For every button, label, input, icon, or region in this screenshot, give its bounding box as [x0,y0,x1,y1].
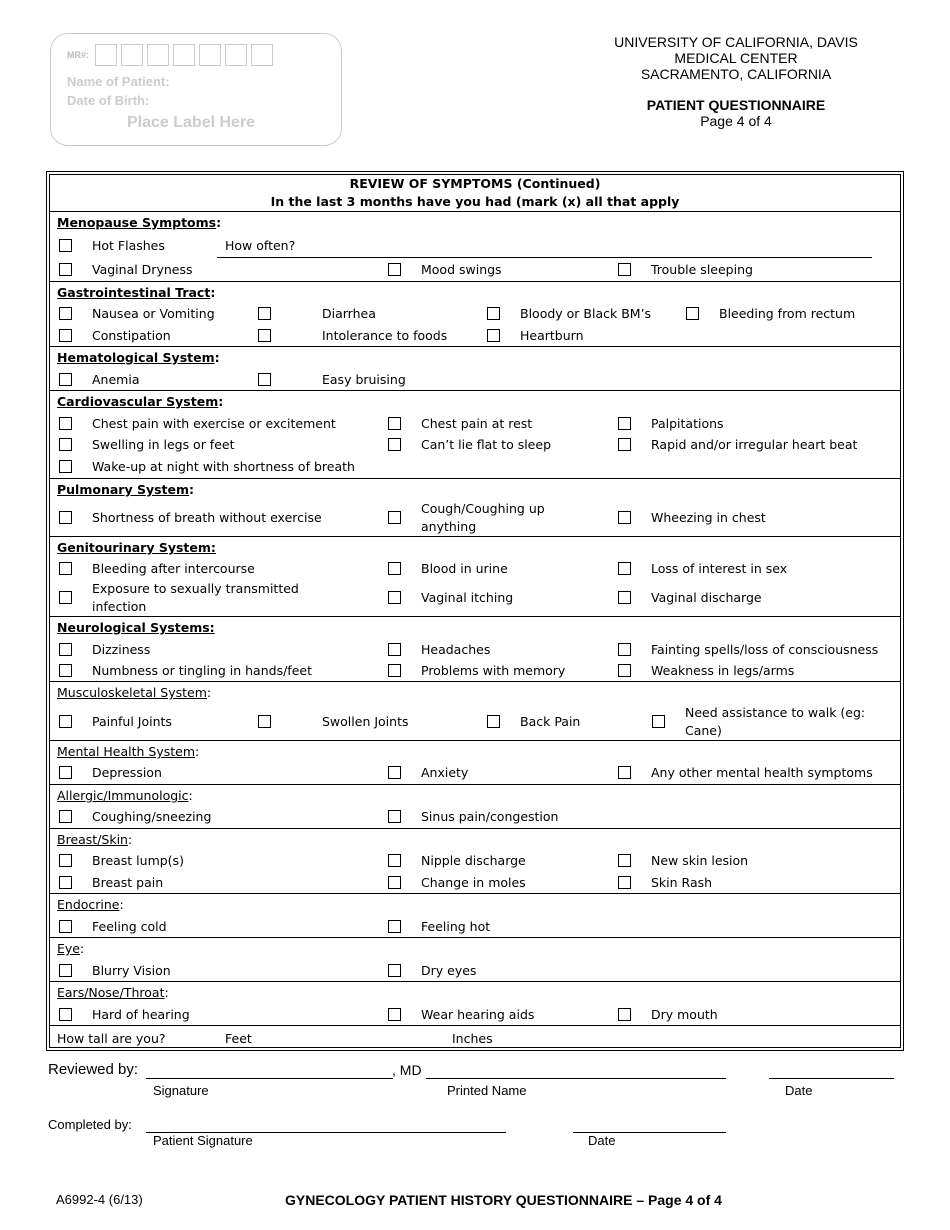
option-chest-pain-exercise: Chest pain with exercise or excitement [92,416,336,431]
checkbox-sinus[interactable] [388,810,401,823]
checkbox-swelling[interactable] [59,438,72,451]
institution-header [556,34,916,129]
divider [50,346,900,347]
option-hot-flashes: Hot Flashes [92,238,165,253]
mr-digit-box[interactable] [147,44,169,66]
checkbox-assist-walk[interactable] [652,715,665,728]
section-title: Hematological System [57,350,215,365]
section-title: Menopause Symptoms [57,215,217,230]
option-sob: Shortness of breath without exercise [92,510,322,525]
section-title: Eye [57,941,80,956]
institution-line-1: UNIVERSITY OF CALIFORNIA, DAVIS [614,34,858,50]
mr-digit-box[interactable] [225,44,247,66]
option-sinus: Sinus pain/congestion [421,809,559,824]
completed-by-label: Completed by: [48,1117,132,1132]
option-painful-joints: Painful Joints [92,714,172,729]
option-dry-mouth: Dry mouth [651,1007,718,1022]
option-feeling-cold: Feeling cold [92,919,167,934]
mr-number-row [67,44,277,66]
checkbox-blurry-vision[interactable] [59,964,72,977]
option-weakness: Weakness in legs/arms [651,663,795,678]
patient-label-area [50,33,342,146]
checkbox-feeling-cold[interactable] [59,920,72,933]
checkbox-hot-flashes[interactable] [59,239,72,252]
option-intolerance-foods: Intolerance to foods [322,328,448,343]
divider [50,937,900,938]
option-chest-pain-rest: Chest pain at rest [421,416,533,431]
checkbox-mood-swings[interactable] [388,263,401,276]
checkbox-nipple-discharge[interactable] [388,854,401,867]
mr-digit-box[interactable] [251,44,273,66]
mr-label: MR#: [67,50,89,60]
checkbox-intolerance-foods[interactable] [258,329,271,342]
checkbox-cough[interactable] [388,511,401,524]
option-swelling: Swelling in legs or feet [92,437,235,452]
section-title: Allergic/Immunologic [57,788,189,803]
section-eye: Eye: [57,941,85,956]
footer-title: GYNECOLOGY PATIENT HISTORY QUESTIONNAIRE – Page 4 of 4 [285,1192,722,1208]
checkbox-dry-mouth[interactable] [618,1008,631,1021]
option-std-exposure: Exposure to sexually transmitted infection [92,581,299,614]
checkbox-coughing-sneezing[interactable] [59,810,72,823]
form-code: A6992-4 (6/13) [56,1192,143,1207]
section-allergic: Allergic/Immunologic: [57,788,193,803]
checkbox-breast-lump[interactable] [59,854,72,867]
option-bleeding-intercourse: Bleeding after intercourse [92,561,255,576]
option-hearing-aids: Wear hearing aids [421,1007,535,1022]
option-change-moles: Change in moles [421,875,526,890]
section-genitourinary [57,539,216,557]
form-instruction: In the last 3 months have you had (mark (x) all that apply [270,194,680,209]
option-rapid-heart: Rapid and/or irregular heart beat [651,437,858,452]
section-title: Cardiovascular System [57,394,219,409]
checkbox-bleeding-rectum[interactable] [686,307,699,320]
option-coughing-sneezing: Coughing/sneezing [92,809,212,824]
option-vaginal-dryness: Vaginal Dryness [92,262,193,277]
height-inches-label: Inches [452,1031,493,1046]
date-caption: Date [785,1083,813,1098]
institution-line-3: SACRAMENTO, CALIFORNIA [640,66,832,82]
section-title: Musculoskeletal System [57,685,207,700]
option-numbness: Numbness or tingling in hands/feet [92,663,312,678]
place-label-text: Place Label Here [127,114,256,131]
checkbox-bleeding-intercourse[interactable] [59,562,72,575]
section-cardiovascular: Cardiovascular System: [57,394,224,409]
patient-signature-caption: Patient Signature [153,1133,253,1148]
option-bleeding-rectum: Bleeding from rectum [719,306,856,321]
checkbox-cant-lie-flat[interactable] [388,438,401,451]
patient-name-label: Name of Patient: [67,74,170,89]
option-assist-walk: Need assistance to walk (eg: Cane) [685,705,866,738]
checkbox-numbness[interactable] [59,664,72,677]
option-blood-urine: Blood in urine [421,561,508,576]
date-caption-2: Date [588,1133,616,1148]
checkbox-loss-interest[interactable] [618,562,631,575]
section-endocrine: Endocrine: [57,897,124,912]
option-nausea: Nausea or Vomiting [92,306,215,321]
checkbox-dizziness[interactable] [59,643,72,656]
option-vaginal-discharge: Vaginal discharge [651,590,762,605]
checkbox-hard-hearing[interactable] [59,1008,72,1021]
option-palpitations: Palpitations [651,416,724,431]
option-back-pain: Back Pain [520,714,581,729]
option-breast-pain: Breast pain [92,875,164,890]
checkbox-vaginal-itching[interactable] [388,591,401,604]
section-title: Endocrine [57,897,120,912]
checkbox-weakness[interactable] [618,664,631,677]
divider [50,390,900,391]
checkbox-std-exposure[interactable] [59,591,72,604]
questionnaire-title: PATIENT QUESTIONNAIRE [646,97,826,113]
option-mood-swings: Mood swings [421,262,502,277]
dob-label: Date of Birth: [67,93,150,108]
option-other-mental: Any other mental health symptoms [651,765,873,780]
signature-caption: Signature [153,1083,209,1098]
section-title: Mental Health System [57,744,196,759]
option-cant-lie-flat: Can’t lie flat to sleep [421,437,551,452]
institution-line-2: MEDICAL CENTER [674,50,798,66]
checkbox-nausea[interactable] [59,307,72,320]
printed-name-line[interactable] [426,1078,726,1079]
divider [50,478,900,479]
checkbox-hearing-aids[interactable] [388,1008,401,1021]
option-hard-hearing: Hard of hearing [92,1007,190,1022]
option-skin-rash: Skin Rash [651,875,713,890]
divider [50,784,900,785]
checkbox-change-moles[interactable] [388,876,401,889]
option-blurry-vision: Blurry Vision [92,963,171,978]
section-title: Ears/Nose/Throat [57,985,165,1000]
section-hematological: Hematological System: [57,350,220,365]
checkbox-sob[interactable] [59,511,72,524]
checkbox-other-mental[interactable] [618,766,631,779]
section-title: Genitourinary System: [57,540,216,555]
checkbox-heartburn[interactable] [487,329,500,342]
height-question: How tall are you? [57,1031,166,1046]
checkbox-feeling-hot[interactable] [388,920,401,933]
option-constipation: Constipation [92,328,171,343]
form-title: REVIEW OF SYMPTOMS (Continued) [349,176,601,191]
divider [50,828,900,829]
option-trouble-sleeping: Trouble sleeping [651,262,753,277]
md-suffix: , MD [392,1062,422,1078]
checkbox-blood-urine[interactable] [388,562,401,575]
reviewer-signature-line[interactable] [146,1078,393,1079]
section-menopause: Menopause Symptoms: [57,215,222,230]
option-cough: Cough/Coughing up anything [421,501,545,534]
checkbox-fainting[interactable] [618,643,631,656]
divider [50,681,900,682]
option-wheezing: Wheezing in chest [651,510,766,525]
form-inner [49,174,901,1048]
option-nipple-discharge: Nipple discharge [421,853,526,868]
review-date-line[interactable] [769,1078,894,1079]
mr-digit-box[interactable] [95,44,117,66]
option-anemia: Anemia [92,372,140,387]
checkbox-trouble-sleeping[interactable] [618,263,631,276]
mr-digit-box[interactable] [199,44,221,66]
option-headaches: Headaches [421,642,491,657]
checkbox-depression[interactable] [59,766,72,779]
checkbox-new-skin-lesion[interactable] [618,854,631,867]
option-easy-bruising: Easy bruising [322,372,406,387]
option-loss-interest: Loss of interest in sex [651,561,788,576]
option-vaginal-itching: Vaginal itching [421,590,514,605]
option-memory: Problems with memory [421,663,566,678]
checkbox-dry-eyes[interactable] [388,964,401,977]
checkbox-vaginal-discharge[interactable] [618,591,631,604]
reviewed-by-label: Reviewed by: [48,1061,139,1078]
option-swollen-joints: Swollen Joints [322,714,409,729]
divider [50,211,900,212]
divider [50,740,900,741]
divider [50,281,900,282]
checkbox-vaginal-dryness[interactable] [59,263,72,276]
checkbox-palpitations[interactable] [618,417,631,430]
section-musculoskeletal: Musculoskeletal System: [57,685,212,700]
section-breast-skin: Breast/Skin: [57,832,133,847]
section-neurological [57,619,215,637]
checkbox-easy-bruising[interactable] [258,373,271,386]
checkbox-skin-rash[interactable] [618,876,631,889]
checkbox-diarrhea[interactable] [258,307,271,320]
option-anxiety: Anxiety [421,765,469,780]
option-dry-eyes: Dry eyes [421,963,477,978]
option-bloody-bm: Bloody or Black BM’s [520,306,652,321]
review-of-symptoms-form [46,171,904,1051]
checkbox-chest-pain-exercise[interactable] [59,417,72,430]
option-fainting: Fainting spells/loss of consciousness [651,642,879,657]
checkbox-wake-up-sob[interactable] [59,460,72,473]
section-pulmonary: Pulmonary System: [57,482,195,497]
checkbox-painful-joints[interactable] [59,715,72,728]
checkbox-breast-pain[interactable] [59,876,72,889]
checkbox-wheezing[interactable] [618,511,631,524]
option-diarrhea: Diarrhea [322,306,376,321]
divider [50,616,900,617]
divider [50,893,900,894]
checkbox-anxiety[interactable] [388,766,401,779]
printed-name-caption: Printed Name [447,1083,527,1098]
option-depression: Depression [92,765,162,780]
section-title: Neurological Systems: [57,620,215,635]
checkbox-memory[interactable] [388,664,401,677]
how-often-label: How often? [225,238,296,253]
height-feet-label: Feet [225,1031,252,1046]
section-title: Gastrointestinal Tract [57,285,211,300]
how-often-input-line[interactable] [217,257,872,258]
section-ent: Ears/Nose/Throat: [57,985,169,1000]
checkbox-back-pain[interactable] [487,715,500,728]
checkbox-constipation[interactable] [59,329,72,342]
checkbox-bloody-bm[interactable] [487,307,500,320]
option-heartburn: Heartburn [520,328,584,343]
option-feeling-hot: Feeling hot [421,919,491,934]
option-dizziness: Dizziness [92,642,151,657]
section-title: Breast/Skin [57,832,128,847]
section-gastrointestinal: Gastrointestinal Tract: [57,285,216,300]
option-wake-up-sob: Wake-up at night with shortness of breath [92,459,355,474]
checkbox-anemia[interactable] [59,373,72,386]
checkbox-rapid-heart[interactable] [618,438,631,451]
section-mental-health: Mental Health System: [57,744,200,759]
page-indicator: Page 4 of 4 [700,113,772,129]
checkbox-swollen-joints[interactable] [258,715,271,728]
checkbox-chest-pain-rest[interactable] [388,417,401,430]
mr-digit-box[interactable] [121,44,143,66]
mr-digit-box[interactable] [173,44,195,66]
option-new-skin-lesion: New skin lesion [651,853,749,868]
divider [50,1025,900,1026]
checkbox-headaches[interactable] [388,643,401,656]
divider [50,536,900,537]
section-title: Pulmonary System [57,482,190,497]
divider [50,981,900,982]
option-breast-lump: Breast lump(s) [92,853,184,868]
